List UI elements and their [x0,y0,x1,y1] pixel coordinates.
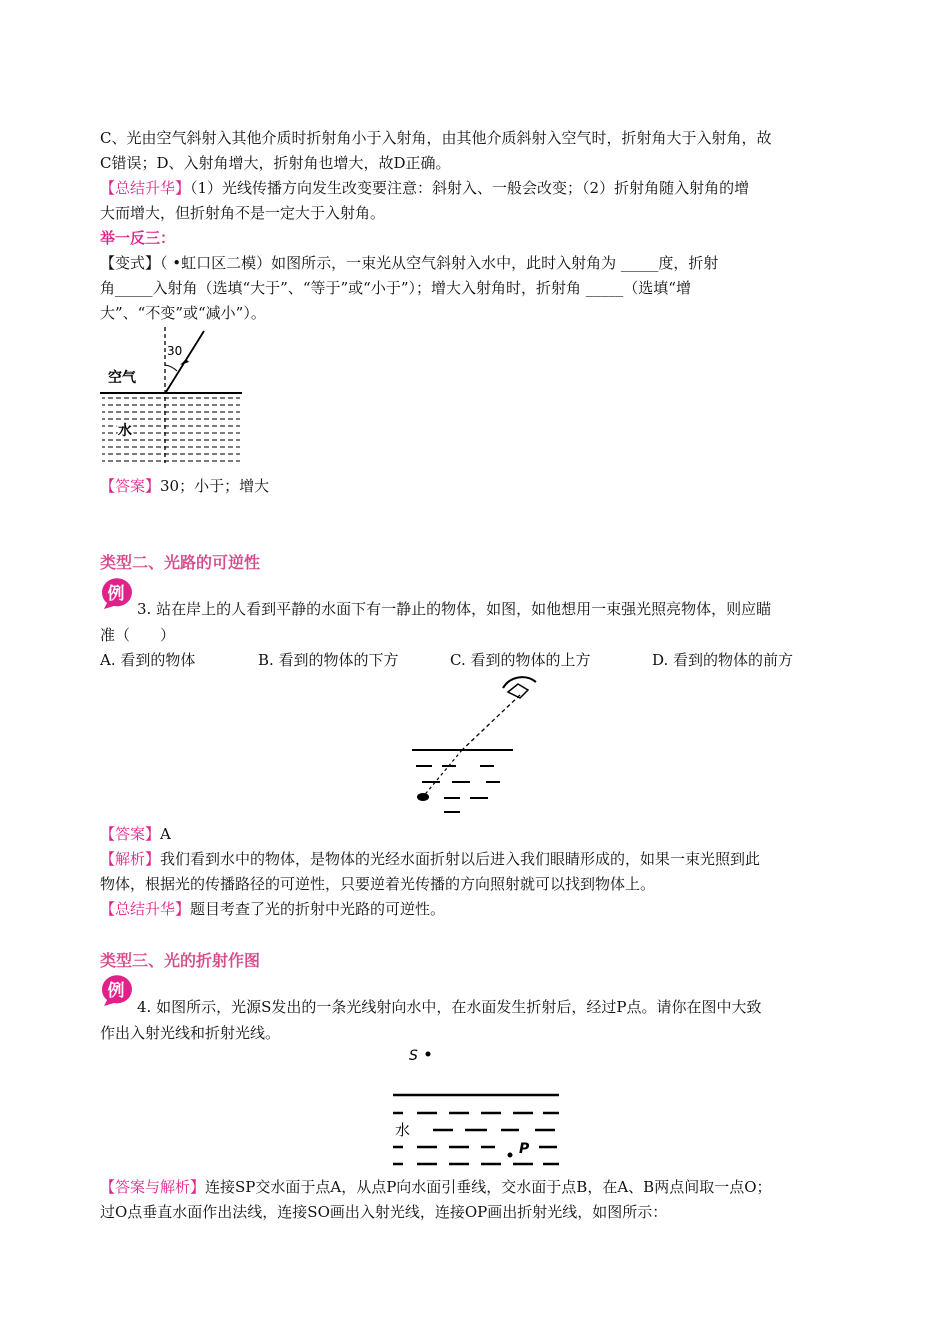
practice-title: 举一反三： [100,229,176,247]
badge-text: 例 [107,981,125,1001]
analysis-tag: 【解析】 [100,850,161,868]
summary-text: （1）光线传播方向发生改变要注意：斜射入、一般会改变；（2）折射角随入射角的增 [190,179,750,197]
p-label: P [519,1141,530,1157]
variant-text: （ •虹口区二模）如图所示，一束光从空气斜射入水中，此时入射角为 _____度，折射 [160,254,719,272]
answer-tag: 【答案】 [100,825,161,843]
badge-text: 例 [107,584,125,604]
source-point-figure [385,1040,565,1175]
answer-text: 30；小于；增大 [160,477,270,495]
text-line: 物体，根据光的传播路径的可逆性，只要逆着光传播的方向照射就可以找到物体上。 [100,875,656,893]
air-label: 空气 [108,370,136,386]
summary-tag: 【总结升华】 [100,900,191,918]
option-a: A. 看到的物体 [100,651,196,669]
text-line: 大而增大，但折射角不是一定大于入射角。 [100,204,386,222]
option-d: D. 看到的物体的前方 [652,651,794,669]
example-badge-icon [98,575,134,609]
water-label: 水 [118,423,132,439]
refraction-figure-air-water [100,325,245,467]
answer-paragraph [100,476,860,496]
text-line: 准（ ） [100,626,176,644]
text-line: 角_____入射角（选填“大于”、“等于”或“小于”）；增大入射角时，折射角 _____（选填“增 [100,279,691,297]
angle-label: 30 [167,344,183,358]
answer-paragraph [100,1177,860,1197]
variant-paragraph [100,253,860,273]
water-label: 水 [395,1121,411,1139]
analysis-paragraph [100,849,860,869]
summary-text: 题目考查了光的折射中光路的可逆性。 [190,900,446,918]
section-heading: 类型二、光路的可逆性 [100,553,261,572]
sight-line [462,695,520,750]
text-line: C、光由空气斜射入其他介质时折射角小于入射角，由其他介质斜射入空气时，折射角大于入射角，故 [100,129,772,147]
answer-text: 连接SP交水面于点A，从点P向水面引垂线，交水面于点B，在A、B两点间取一点O； [205,1178,772,1196]
point-p [508,1153,513,1158]
object-icon [417,793,429,801]
answer-paragraph [100,824,860,844]
section-heading: 类型三、光的折射作图 [100,951,261,970]
summary-paragraph [100,178,860,198]
example-badge-icon [98,972,134,1006]
question-text: 4. 如图所示，光源S发出的一条光线射向水中，在水面发生折射后，经过P点。请你在图中大致 [137,998,762,1016]
summary-tag: 【总结升华】 [100,179,191,197]
text-line: 大”、“不变”或“减小”）。 [100,304,266,322]
answer-tag: 【答案】 [100,477,161,495]
refracted-ray [422,750,462,798]
arrow-icon [180,359,189,365]
text-line: C错误；D、入射角增大，折射角也增大，故D正确。 [100,154,451,172]
shore-observer-figure [408,670,543,820]
answer-text: A [160,825,171,843]
s-label: S [409,1048,418,1064]
text-line: 过O点垂直水面作出法线，连接SO画出入射光线，连接OP画出折射光线，如图所示： [100,1203,668,1221]
option-c: C. 看到的物体的上方 [450,651,591,669]
summary-paragraph [100,899,860,919]
source-point [426,1052,431,1057]
answer-tag: 【答案与解析】 [100,1178,206,1196]
analysis-text: 我们看到水中的物体，是物体的光经水面折射以后进入我们眼睛形成的，如果一束光照到此 [160,850,761,868]
angle-arc [165,365,177,371]
eye-icon [508,684,528,698]
question-text: 3. 站在岸上的人看到平静的水面下有一静止的物体，如图，如他想用一束强光照亮物体，则应瞄 [137,600,772,618]
variant-tag: 【变式】 [100,254,161,272]
observer-head-icon [503,677,536,688]
option-b: B. 看到的物体的下方 [258,651,399,669]
text-line: 作出入射光线和折射光线。 [100,1024,281,1042]
